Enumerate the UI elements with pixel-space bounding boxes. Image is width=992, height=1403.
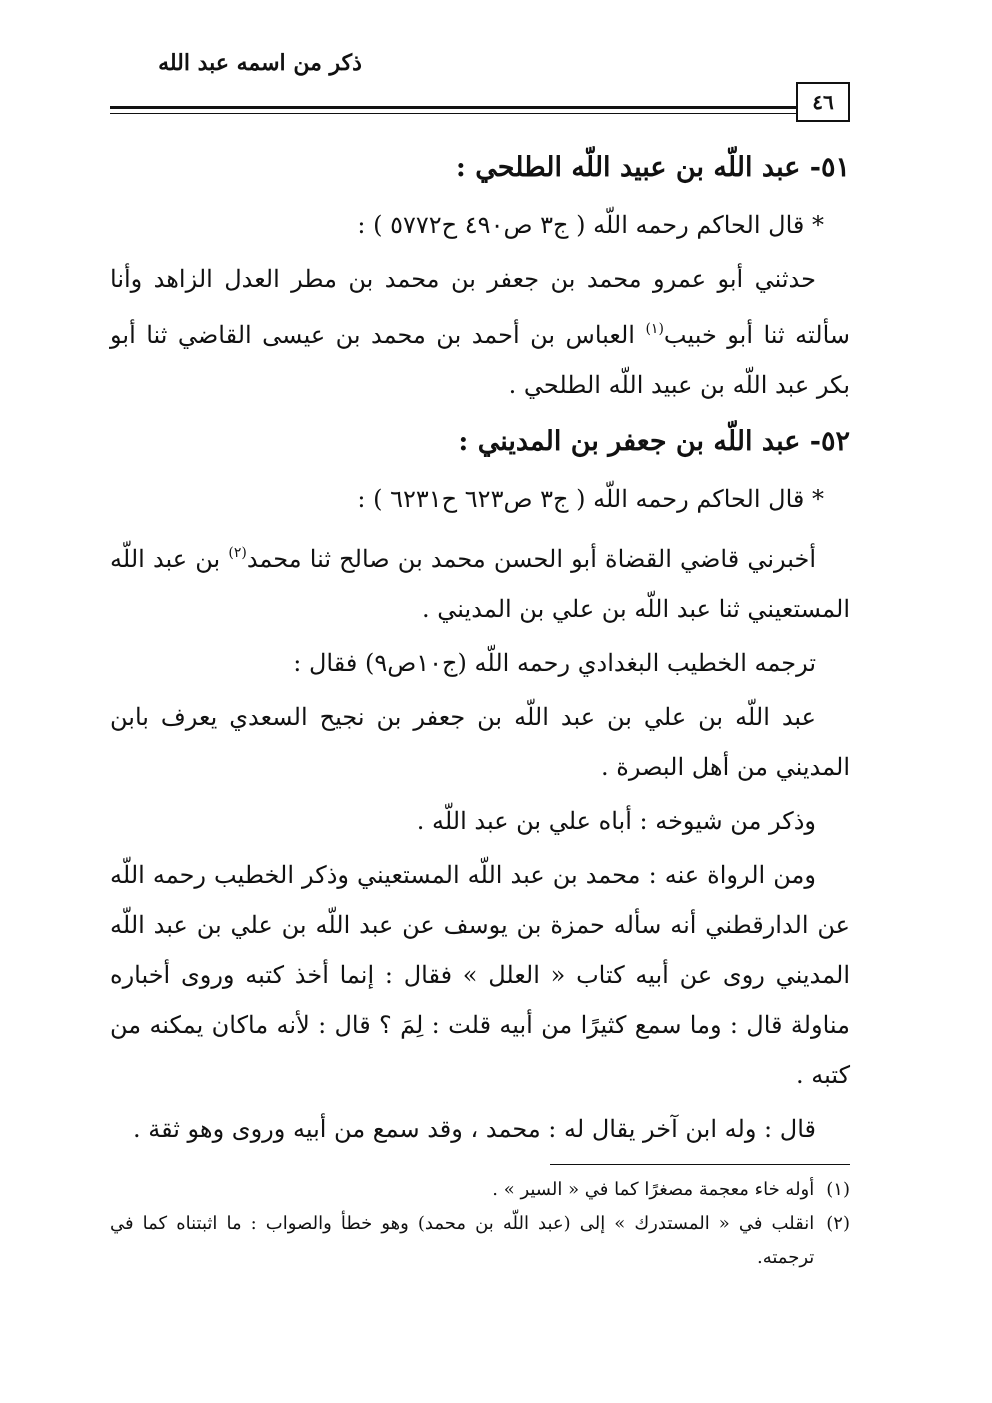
header-rule-thick bbox=[110, 106, 798, 109]
footnote-2 bbox=[110, 1207, 850, 1275]
entry-citation-51: * قال الحاكم رحمه اللّه ( ج٣ ص٤٩٠ ح٥٧٧٢ ) : bbox=[357, 211, 824, 239]
isnad-text-part1: حدثني أبو عمرو محمد بن جعفر بن محمد بن مطر العدل الزاهد وأنا سألته ثنا أبو خبيب bbox=[110, 265, 850, 349]
running-title: ذكر من اسمه عبد الله bbox=[158, 50, 362, 76]
footnotes bbox=[110, 1173, 850, 1275]
isnad-text-part2: بن عبد اللّه المستعيني ثنا عبد اللّه بن علي بن المديني . bbox=[110, 545, 850, 623]
isnad-text-part1: أخبرني قاضي القضاة أبو الحسن محمد بن صالح ثنا محمد bbox=[246, 545, 816, 573]
page-body bbox=[110, 140, 850, 1275]
biography-paragraph-1: عبد اللّه بن علي بن عبد اللّه بن جعفر بن نجيح السعدي يعرف بابن المديني من أهل البصرة . bbox=[110, 703, 850, 781]
footnote-text: أوله خاء معجمة مصغرًا كما في « السير » . bbox=[492, 1179, 815, 1200]
header-rule-thin bbox=[110, 113, 798, 114]
biography-intro: ترجمه الخطيب البغدادي رحمه اللّه (ج١٠ص٩) فقال : bbox=[293, 649, 816, 677]
running-header bbox=[110, 40, 850, 122]
footnote-number: (٢) bbox=[826, 1213, 850, 1234]
footnote-1 bbox=[110, 1173, 850, 1207]
biography-paragraph-3: ومن الرواة عنه : محمد بن عبد اللّه المستعيني وذكر الخطيب رحمه اللّه عن الدارقطني أنه سأله حمزة بن يوسف عن عبد اللّه بن علي بن عبد اللّه المديني روى عن أبيه كتاب « العلل » فقال : إنما أخذ كتبه وروى أخباره مناولة قال : وما سمع كثيرًا من أبيه قلت : لِمَ ؟ قال : لأنه ماكان يمكنه من كتبه . bbox=[110, 861, 850, 1089]
footnote-number: (١) bbox=[826, 1179, 850, 1200]
book-page bbox=[110, 40, 850, 1370]
footnote-marker-2[interactable]: (٢) bbox=[228, 545, 247, 561]
biography-paragraph-4: قال : وله ابن آخر يقال له : محمد ، وقد سمع من أبيه وروى وهو ثقة . bbox=[132, 1115, 816, 1143]
biography-paragraph-2: وذكر من شيوخه : أباه علي بن عبد اللّه . bbox=[416, 807, 816, 835]
entry-heading-51: ٥١- عبد اللّه بن عبيد اللّه الطلحي : bbox=[455, 152, 850, 183]
entry-citation-52: * قال الحاكم رحمه اللّه ( ج٣ ص٦٢٣ ح٦٢٣١ ) : bbox=[357, 485, 824, 513]
entry-isnad-52 bbox=[110, 528, 850, 634]
entry-isnad-51 bbox=[110, 254, 850, 410]
footnote-text: انقلب في « المستدرك » إلى (عبد اللّه بن محمد) وهو خطأ والصواب : ما اثبتناه كما في ترجمته. bbox=[110, 1213, 815, 1268]
entry-heading-52: ٥٢- عبد اللّه بن جعفر بن المديني : bbox=[458, 426, 850, 457]
page-number: ٤٦ bbox=[796, 82, 850, 122]
footnote-separator bbox=[550, 1164, 850, 1165]
isnad-text-part2: العباس بن أحمد بن محمد بن عيسى القاضي ثنا أبو بكر عبد اللّه بن عبيد اللّه الطلحي . bbox=[110, 321, 850, 399]
footnote-marker-1[interactable]: (١) bbox=[645, 321, 664, 337]
